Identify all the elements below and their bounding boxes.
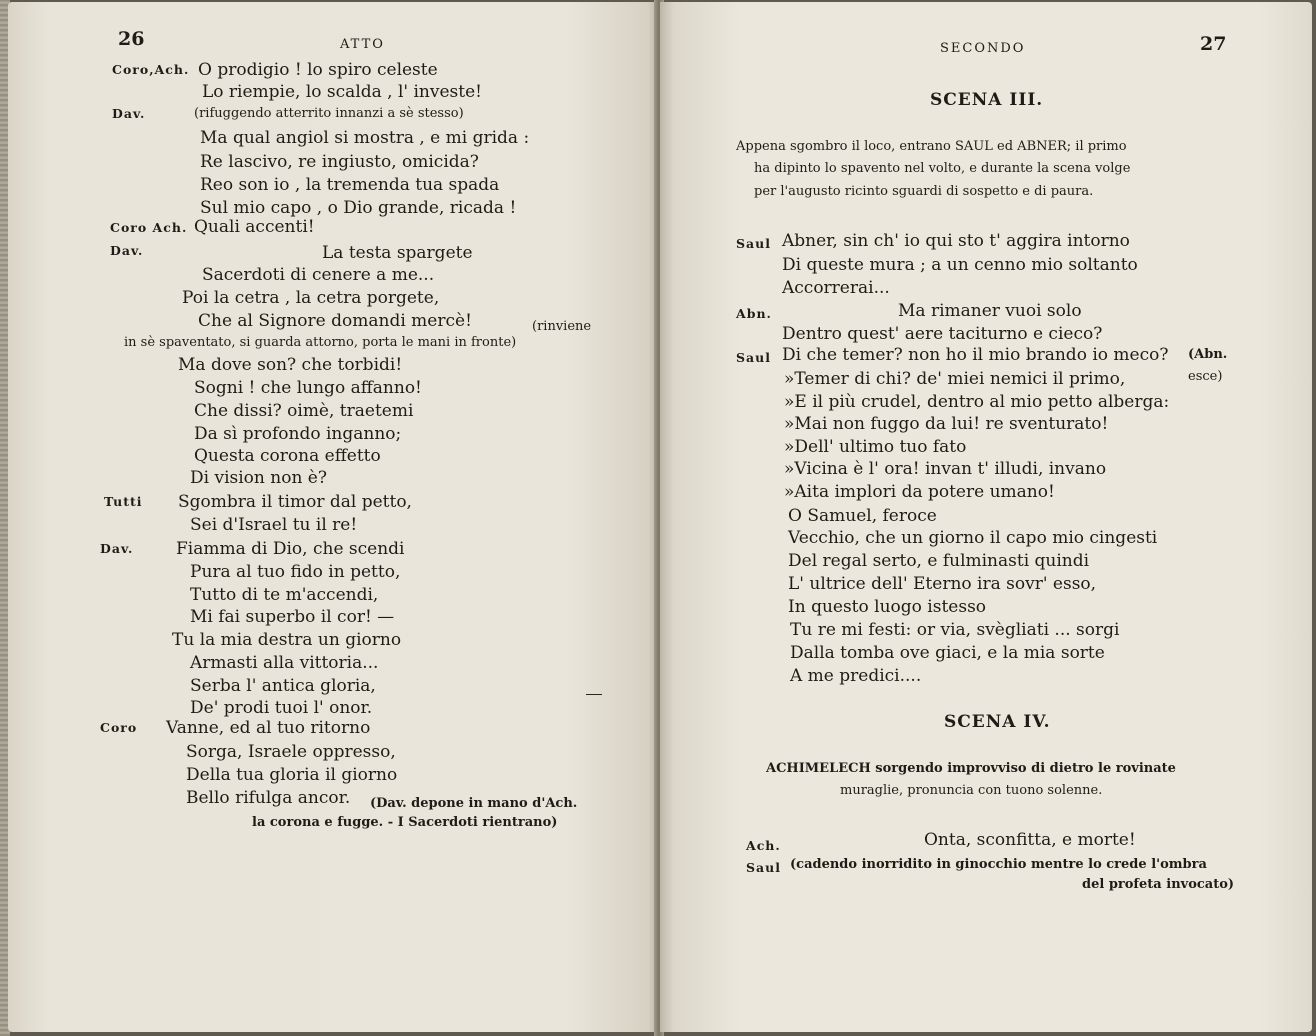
verse-line: Ma qual angiol si mostra , e mi grida : bbox=[200, 128, 530, 148]
speaker: Coro Ach. bbox=[110, 220, 188, 235]
verse-line: Re lascivo, re ingiusto, omicida? bbox=[200, 152, 479, 172]
verse-line: Ma dove son? che torbidi! bbox=[178, 355, 403, 375]
divider bbox=[586, 694, 602, 695]
verse-line: O prodigio ! lo spiro celeste bbox=[198, 60, 438, 80]
page-number: 27 bbox=[1200, 33, 1227, 55]
running-header: ATTO bbox=[340, 37, 385, 52]
verse-line: Accorrerai... bbox=[782, 278, 890, 298]
verse-line: Poi la cetra , la cetra porgete, bbox=[182, 288, 440, 308]
verse-line: Onta, sconfitta, e morte! bbox=[924, 830, 1136, 850]
verse-line: »Dell' ultimo tuo fato bbox=[784, 437, 967, 457]
verse-line: Vecchio, che un giorno il capo mio cingesti bbox=[788, 528, 1158, 548]
verse-line: Da sì profondo inganno; bbox=[194, 424, 402, 444]
verse-line: Sul mio capo , o Dio grande, ricada ! bbox=[200, 198, 517, 218]
verse-line: L' ultrice dell' Eterno ira sovr' esso, bbox=[788, 574, 1097, 594]
stage-direction: (rifuggendo atterrito innanzi a sè stesso) bbox=[194, 106, 464, 121]
scene-title: SCENA III. bbox=[930, 90, 1044, 110]
verse-line: Abner, sin ch' io qui sto t' aggira intorno bbox=[782, 231, 1130, 251]
stage-direction: esce) bbox=[1188, 369, 1223, 384]
verse-line: Bello rifulga ancor. bbox=[186, 788, 351, 808]
verse-line: Dentro quest' aere taciturno e cieco? bbox=[782, 324, 1103, 344]
stage-direction: muraglie, pronuncia con tuono solenne. bbox=[840, 783, 1103, 798]
verse-line: Di che temer? non ho il mio brando io meco? bbox=[782, 345, 1169, 365]
verse-line: Della tua gloria il giorno bbox=[186, 765, 398, 785]
stage-direction: (rinviene bbox=[532, 319, 592, 334]
verse-line: Sorga, Israele oppresso, bbox=[186, 742, 396, 762]
verse-line: Sei d'Israel tu il re! bbox=[190, 515, 358, 535]
verse-line: Ma rimaner vuoi solo bbox=[898, 301, 1082, 321]
stage-direction: Appena sgombro il loco, entrano SAUL ed ABNER; il primo bbox=[736, 139, 1127, 154]
left-page bbox=[8, 2, 658, 1032]
stage-direction: (cadendo inorridito in ginocchio mentre lo crede l'ombra bbox=[790, 857, 1207, 872]
verse-line: Tu re mi festi: or via, svègliati ... sorgi bbox=[790, 620, 1120, 640]
verse-line: »Mai non fuggo da lui! re sventurato! bbox=[784, 414, 1109, 434]
verse-line: Sacerdoti di cenere a me... bbox=[202, 265, 435, 285]
verse-line: Quali accenti! bbox=[194, 217, 315, 237]
stage-direction: (Dav. depone in mano d'Ach. bbox=[370, 796, 578, 811]
speaker: Dav. bbox=[110, 243, 144, 258]
verse-line: »Vicina è l' ora! invan t' illudi, invano bbox=[784, 459, 1107, 479]
verse-line: La testa spargete bbox=[322, 243, 473, 263]
verse-line: Lo riempie, lo scalda , l' investe! bbox=[202, 82, 482, 102]
verse-line: Mi fai superbo il cor! — bbox=[190, 607, 395, 627]
verse-line: Pura al tuo fido in petto, bbox=[190, 562, 401, 582]
verse-line: Tu la mia destra un giorno bbox=[172, 630, 402, 650]
right-page bbox=[660, 2, 1312, 1032]
speaker: Coro bbox=[100, 720, 138, 735]
verse-line: De' prodi tuoi l' onor. bbox=[190, 698, 373, 718]
stage-direction: in sè spaventato, si guarda attorno, porta le mani in fronte) bbox=[124, 335, 517, 350]
verse-line: Reo son io , la tremenda tua spada bbox=[200, 175, 500, 195]
stage-direction: la corona e fugge. - I Sacerdoti rientrano) bbox=[252, 815, 558, 830]
stage-direction: (Abn. bbox=[1188, 347, 1228, 362]
running-header: SECONDO bbox=[940, 41, 1026, 56]
speaker: Saul bbox=[746, 860, 781, 875]
verse-line: Di queste mura ; a un cenno mio soltanto bbox=[782, 255, 1138, 275]
speaker: Ach. bbox=[746, 838, 781, 853]
verse-line: »E il più crudel, dentro al mio petto alberga: bbox=[784, 392, 1170, 412]
speaker: Coro,Ach. bbox=[112, 62, 190, 77]
verse-line: Serba l' antica gloria, bbox=[190, 676, 376, 696]
verse-line: Tutto di te m'accendi, bbox=[190, 585, 379, 605]
verse-line: Fiamma di Dio, che scendi bbox=[176, 539, 405, 559]
stage-direction: del profeta invocato) bbox=[1082, 877, 1235, 892]
speaker: Abn. bbox=[736, 306, 772, 321]
verse-line: Questa corona effetto bbox=[194, 446, 381, 466]
verse-line: A me predici.... bbox=[790, 666, 922, 686]
verse-line: Dalla tomba ove giaci, e la mia sorte bbox=[790, 643, 1105, 663]
speaker: Saul bbox=[736, 350, 771, 365]
scene-title: SCENA IV. bbox=[944, 712, 1051, 732]
speaker: Saul bbox=[736, 236, 771, 251]
stage-direction: ha dipinto lo spavento nel volto, e durante la scena volge bbox=[754, 161, 1131, 176]
speaker: Dav. bbox=[100, 541, 134, 556]
verse-line: Vanne, ed al tuo ritorno bbox=[166, 718, 371, 738]
stage-direction: ACHIMELECH sorgendo improvviso di dietro le rovinate bbox=[766, 761, 1176, 776]
verse-line: Sgombra il timor dal petto, bbox=[178, 492, 412, 512]
verse-line: Di vision non è? bbox=[190, 468, 327, 488]
verse-line: O Samuel, feroce bbox=[788, 506, 937, 526]
speaker: Dav. bbox=[112, 106, 146, 121]
stage-direction: per l'augusto ricinto sguardi di sospetto e di paura. bbox=[754, 184, 1094, 199]
verse-line: Sogni ! che lungo affanno! bbox=[194, 378, 422, 398]
verse-line: Che dissi? oimè, traetemi bbox=[194, 401, 414, 421]
verse-line: Armasti alla vittoria... bbox=[190, 653, 379, 673]
verse-line: Del regal serto, e fulminasti quindi bbox=[788, 551, 1090, 571]
page-number: 26 bbox=[118, 28, 145, 50]
verse-line: Che al Signore domandi mercè! bbox=[198, 311, 472, 331]
speaker: Tutti bbox=[104, 494, 143, 509]
verse-line: In questo luogo istesso bbox=[788, 597, 987, 617]
verse-line: »Temer di chi? de' miei nemici il primo, bbox=[784, 369, 1126, 389]
verse-line: »Aita implori da potere umano! bbox=[784, 482, 1055, 502]
